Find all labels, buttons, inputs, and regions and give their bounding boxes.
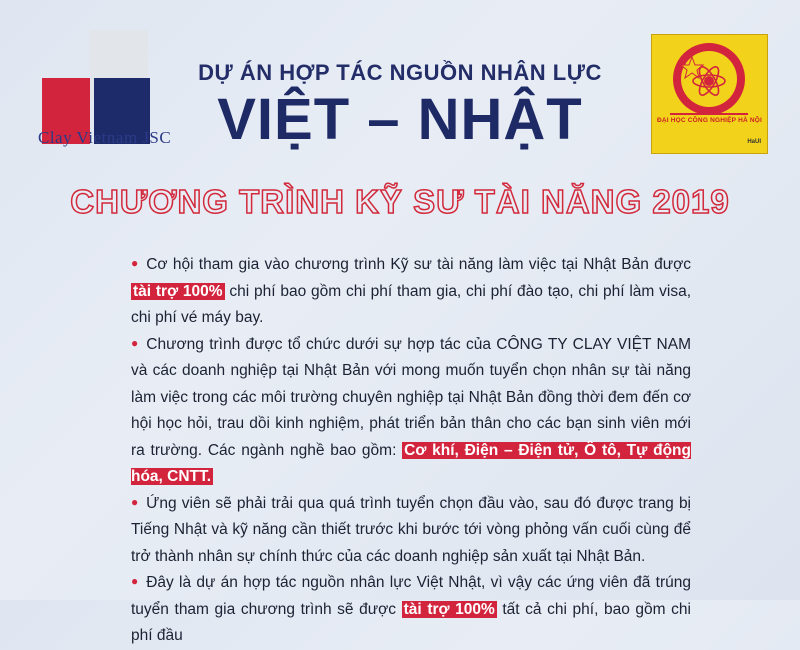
paragraph-text: Chương trình được tổ chức dưới sự hợp tác của CÔNG TY CLAY VIỆT NAM và các doanh nghiệp tại Nhật Bản với mong muốn tuyển chọn nhân sự tài năng làm việc trong các môi trường chuyên nghiệp tại Nhật Bản đồng thời đem đến cơ hội học hỏi, trau dồi kinh nghiệm, phát triển bản thân cho các bạn sinh viên mới ra trường. Các ngành nghề bao gồm: bbox=[131, 335, 692, 459]
highlight-fields: Cơ khí, Điện – Điện tử, Ô tô, Tự động hóa, CNTT. bbox=[131, 441, 691, 485]
paragraph-text: Cơ hội tham gia vào chương trình Kỹ sư tài năng làm việc tại Nhật Bản được bbox=[146, 256, 692, 273]
bullet-icon: ● bbox=[131, 574, 140, 588]
clay-company-name: Clay Vietnam JSC bbox=[38, 128, 172, 147]
bullet-icon: ● bbox=[131, 256, 140, 270]
paragraph-text: chi phí bao gồm chi phí tham gia, chi phí đào tạo, chi phí làm visa, chi phí vé máy bay. bbox=[131, 282, 692, 326]
bullet-icon: ● bbox=[131, 335, 140, 350]
paragraph-text: tất cả chi phí, bao gồm chi phí đầu bbox=[131, 600, 691, 644]
bullet-paragraph-2 bbox=[131, 332, 691, 491]
highlight-sponsorship: tài trợ 100% bbox=[403, 600, 495, 618]
haui-name: ĐẠI HỌC CÔNG NGHIỆP HÀ NỘI bbox=[656, 117, 763, 124]
project-subtitle: DỰ ÁN HỢP TÁC NGUỒN NHÂN LỰC bbox=[198, 60, 602, 85]
content-body bbox=[131, 252, 691, 650]
program-title: CHƯƠNG TRÌNH KỸ SƯ TÀI NĂNG 2019 bbox=[70, 183, 730, 220]
paragraph-text: Đây là dự án hợp tác nguồn nhân lực Việt Nhật, vì vậy các ứng viên đã trúng tuyển tham gia chương trình sẽ được bbox=[131, 574, 692, 618]
project-title: VIỆT – NHẬT bbox=[217, 87, 583, 152]
bullet-paragraph-3 bbox=[131, 491, 691, 571]
bullet-paragraph-4 bbox=[131, 570, 691, 650]
paragraph-text: Ứng viên sẽ phải trải qua quá trình tuyển chọn đầu vào, sau đó được trang bị Tiếng Nhật và kỹ năng cần thiết trước khi bước tới vòng phỏng vấn cuối cùng để trở thành nhân sự chính thức của các doanh nghiệp sản xuất tại Nhật Bản. bbox=[131, 494, 692, 565]
highlight-sponsorship: tài trợ 100% bbox=[133, 282, 223, 300]
haui-code: HaUI bbox=[747, 139, 761, 145]
bullet-paragraph-1 bbox=[131, 252, 691, 332]
bullet-icon: ● bbox=[131, 494, 140, 509]
